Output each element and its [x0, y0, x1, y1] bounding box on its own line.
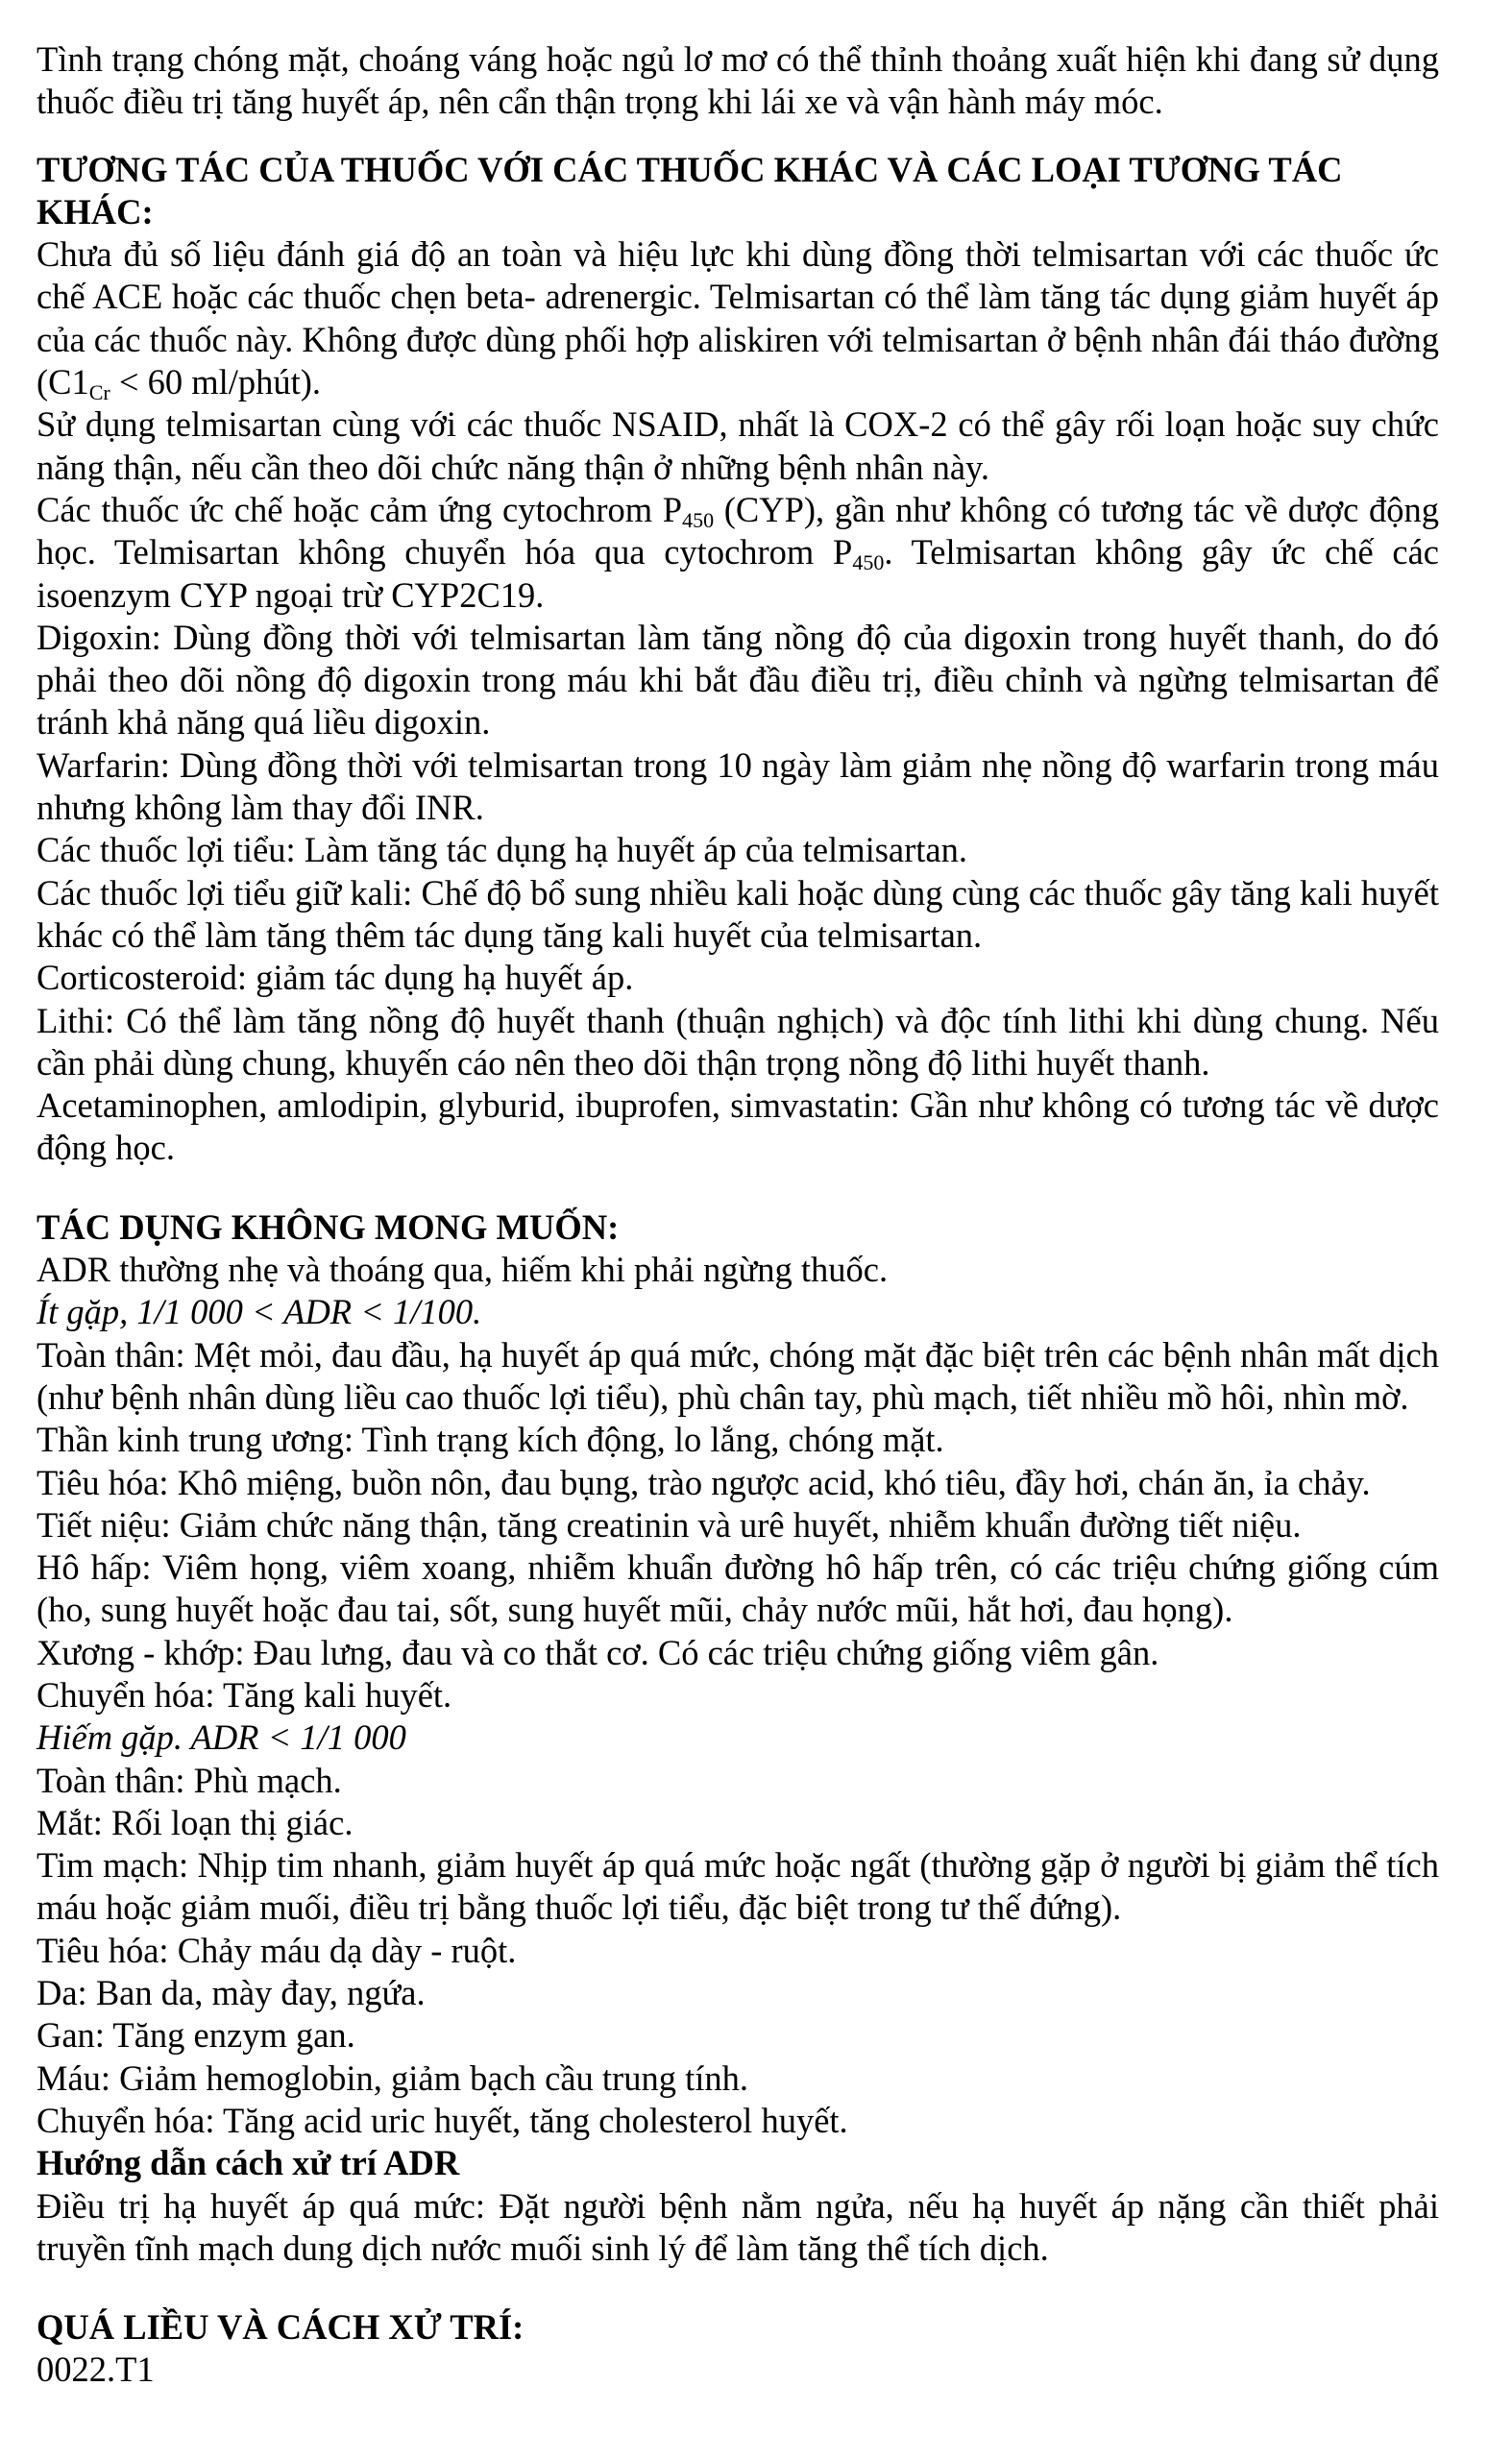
overdose-heading: QUÁ LIỀU VÀ CÁCH XỬ TRÍ:: [37, 2307, 524, 2348]
adverse-rare-item: Mắt: Rối loạn thị giác.: [37, 1802, 354, 1842]
creatinine-clearance-subscript: Cr: [88, 380, 110, 405]
adverse-uncommon-item: Tiêu hóa: Khô miệng, buồn nôn, đau bụng, trào ngược acid, khó tiêu, đầy hơi, chán ăn, ỉa chảy.: [37, 1462, 1371, 1502]
interactions-paragraph-cyp: [37, 489, 1439, 617]
interactions-paragraph-corticosteroid: Corticosteroid: giảm tác dụng hạ huyết áp.: [37, 958, 634, 998]
spacer: [37, 1170, 1439, 1206]
cyp-subscript-1: 450: [682, 507, 715, 532]
interactions-paragraph-digoxin: Digoxin: Dùng đồng thời với telmisartan làm tăng nồng độ của digoxin trong huyết thanh, do đó phải theo dõi nồng độ digoxin trong máu khi bắt đầu điều trị, điều chỉnh và ngừng telmisartan để tránh khả năng quá liều digoxin.: [37, 617, 1439, 743]
adverse-uncommon-item: Hô hấp: Viêm họng, viêm xoang, nhiễm khuẩn đường hô hấp trên, có các triệu chứng giống cúm (ho, sung huyết hoặc đau tai, sốt, sung huyết mũi, chảy nước mũi, hắt hơi, đau họng).: [37, 1547, 1439, 1630]
interactions-heading: TƯƠNG TÁC CỦA THUỐC VỚI CÁC THUỐC KHÁC VÀ CÁC LOẠI TƯƠNG TÁC KHÁC:: [37, 149, 1343, 231]
adverse-intro: ADR thường nhẹ và thoáng qua, hiếm khi phải ngừng thuốc.: [37, 1250, 889, 1290]
adverse-uncommon-item: Thần kinh trung ương: Tình trạng kích động, lo lắng, chóng mặt.: [37, 1420, 944, 1460]
uncommon-label: Ít gặp, 1/1 000 < ADR < 1/100.: [37, 1292, 482, 1332]
adr-guidance-paragraph: Điều trị hạ huyết áp quá mức: Đặt người bệnh nằm ngửa, nếu hạ huyết áp nặng cần thiết phải truyền tĩnh mạch dung dịch nước muối sinh lý để làm tăng thể tích dịch.: [37, 2185, 1439, 2268]
interactions-paragraph-lithium: Lithi: Có thể làm tăng nồng độ huyết thanh (thuận nghịch) và độc tính lithi khi dùng chung. Nếu cần phải dùng chung, khuyến cáo nên theo dõi thận trọng nồng độ lithi huyết thanh.: [37, 1000, 1439, 1083]
interactions-paragraph-diuretics: Các thuốc lợi tiểu: Làm tăng tác dụng hạ huyết áp của telmisartan.: [37, 830, 967, 870]
interactions-paragraph-ace: [37, 233, 1439, 403]
intro-paragraph: Tình trạng chóng mặt, choáng váng hoặc ngủ lơ mơ có thể thỉnh thoảng xuất hiện khi đang sử dụng thuốc điều trị tăng huyết áp, nên cẩn thận trọng khi lái xe và vận hành máy móc.: [37, 39, 1439, 122]
adverse-rare-item: Tim mạch: Nhịp tim nhanh, giảm huyết áp quá mức hoặc ngất (thường gặp ở người bị giảm thể tích máu hoặc giảm muối, điều trị bằng thuốc lợi tiểu, đặc biệt trong tư thế đứng).: [37, 1845, 1439, 1928]
interactions-cyp-text-c: . Telmisartan không gây ức chế các isoenzym CYP ngoại trừ CYP2C19.: [37, 532, 1439, 615]
interactions-cyp-text-a: Các thuốc ức chế hoặc cảm ứng cytochrom P: [37, 489, 683, 529]
adverse-uncommon-item: Toàn thân: Mệt mỏi, đau đầu, hạ huyết áp quá mức, chóng mặt đặc biệt trên các bệnh nhân mất dịch (như bệnh nhân dùng liều cao thuốc lợi tiểu), phù chân tay, phù mạch, tiết nhiều mồ hôi, nhìn mờ.: [37, 1334, 1439, 1417]
interactions-cyp-text-b: (CYP), gần như không có tương tác về dược động học. Telmisartan không chuyển hóa qua cytochrom P: [37, 489, 1439, 572]
footer-code: 0022.T1: [37, 2349, 155, 2390]
interactions-ace-text: Chưa đủ số liệu đánh giá độ an toàn và hiệu lực khi dùng đồng thời telmisartan với các thuốc ức chế ACE hoặc các thuốc chẹn beta- adrenergic. Telmisartan có thể làm tăng tác dụng giảm huyết áp của các thuốc này. Không được dùng phối hợp aliskiren với telmisartan ở bệnh nhân đái tháo đường (C1: [37, 234, 1439, 402]
adverse-rare-item: Gan: Tăng enzym gan.: [37, 2015, 355, 2056]
adverse-uncommon-item: Chuyển hóa: Tăng kali huyết.: [37, 1674, 452, 1715]
interactions-paragraph-nsaid: Sử dụng telmisartan cùng với các thuốc NSAID, nhất là COX-2 có thể gây rối loạn hoặc suy chức năng thận, nếu cần theo dõi chức năng thận ở những bệnh nhân này.: [37, 404, 1439, 487]
adverse-uncommon-item: Tiết niệu: Giảm chức năng thận, tăng creatinin và urê huyết, nhiễm khuẩn đường tiết niệu.: [37, 1504, 1302, 1545]
interactions-paragraph-acetaminophen: Acetaminophen, amlodipin, glyburid, ibuprofen, simvastatin: Gần như không có tương tác về dược động học.: [37, 1085, 1439, 1168]
interactions-paragraph-potassium-sparing: Các thuốc lợi tiểu giữ kali: Chế độ bổ sung nhiều kali hoặc dùng cùng các thuốc gây tăng kali huyết khác có thể làm tăng thêm tác dụng tăng kali huyết của telmisartan.: [37, 872, 1439, 955]
adverse-rare-item: Chuyển hóa: Tăng acid uric huyết, tăng cholesterol huyết.: [37, 2100, 848, 2140]
rare-label: Hiếm gặp. ADR < 1/1 000: [37, 1717, 406, 1758]
cyp-subscript-2: 450: [852, 550, 885, 575]
interactions-paragraph-warfarin: Warfarin: Dùng đồng thời với telmisartan trong 10 ngày làm giảm nhẹ nồng độ warfarin trong máu nhưng không làm thay đổi INR.: [37, 744, 1439, 828]
adverse-rare-item: Tiêu hóa: Chảy máu dạ dày - ruột.: [37, 1930, 517, 1970]
spacer: [37, 124, 1439, 149]
adr-guidance-heading: Hướng dẫn cách xử trí ADR: [37, 2143, 460, 2183]
adverse-rare-item: Toàn thân: Phù mạch.: [37, 1760, 342, 1800]
adverse-effects-heading: TÁC DỤNG KHÔNG MONG MUỐN:: [37, 1206, 620, 1247]
adverse-uncommon-item: Xương - khớp: Đau lưng, đau và co thắt cơ. Có các triệu chứng giống viêm gân.: [37, 1632, 1159, 1672]
document-page: [37, 38, 1439, 2392]
interactions-ace-text-end: < 60 ml/phút).: [110, 362, 322, 402]
spacer: [37, 2270, 1439, 2306]
adverse-rare-item: Da: Ban da, mày đay, ngứa.: [37, 1973, 426, 2013]
adverse-rare-item: Máu: Giảm hemoglobin, giảm bạch cầu trung tính.: [37, 2057, 748, 2098]
